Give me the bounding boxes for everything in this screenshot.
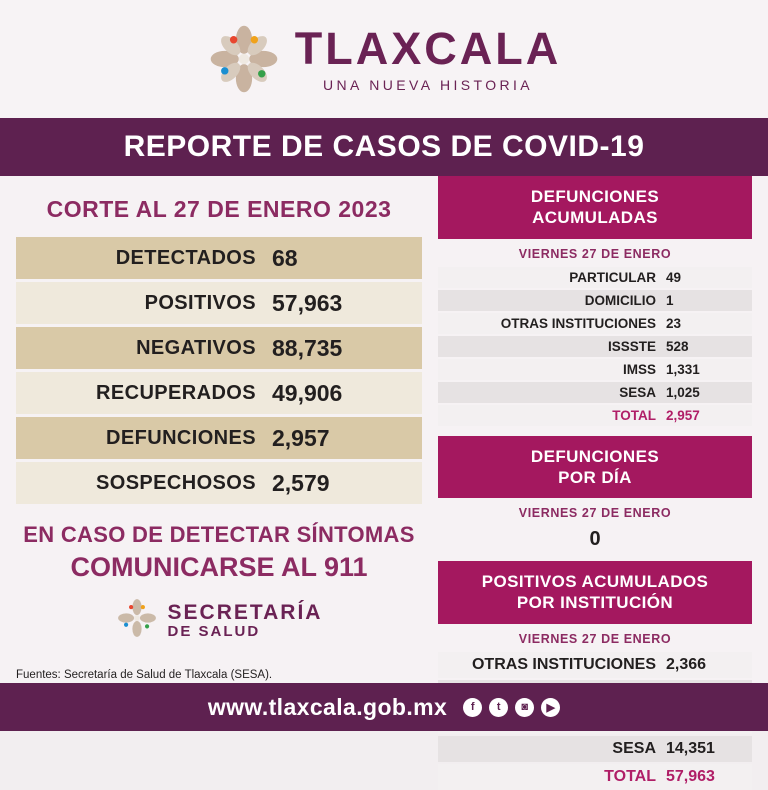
row-value: 49 (666, 269, 682, 285)
facebook-icon[interactable]: f (463, 698, 482, 717)
stat-row (16, 282, 422, 324)
stat-label: SOSPECHOSOS (96, 471, 256, 494)
twitter-icon[interactable]: t (489, 698, 508, 717)
stat-value: 49,906 (272, 379, 343, 406)
panel2-title-line2: POR DÍA (558, 467, 632, 487)
panel1-title-line1: DEFUNCIONES (530, 187, 660, 206)
page-title: REPORTE DE CASOS DE COVID-19 (123, 130, 645, 163)
panel2-value: 0 (589, 528, 601, 550)
stat-row (16, 462, 422, 504)
panel-defunciones-por-dia-header (438, 436, 752, 499)
right-column (438, 176, 768, 785)
row-label: SESA (612, 739, 656, 757)
row-label: OTRAS INSTITUCIONES (500, 315, 656, 331)
page-footer (0, 683, 768, 731)
table-row-total (438, 405, 752, 426)
secretaria-flower-icon (116, 597, 158, 644)
social-links (463, 698, 560, 717)
stat-value: 2,579 (272, 469, 330, 496)
stat-row (16, 327, 422, 369)
row-value: 1 (666, 292, 674, 308)
stat-value: 57,963 (272, 289, 343, 316)
row-value: 23 (666, 315, 682, 331)
table-row (438, 313, 752, 334)
stat-label: DETECTADOS (115, 246, 256, 269)
callout-line-2: COMUNICARSE AL 911 (70, 552, 368, 582)
panel1-title-line2: ACUMULADAS (532, 208, 658, 228)
panel-defunciones-acumuladas-header (438, 176, 752, 239)
panel3-date: VIERNES 27 DE ENERO (518, 631, 672, 646)
row-value: 1,331 (666, 361, 700, 377)
table-row (438, 736, 752, 762)
brand-block (294, 22, 562, 93)
row-value: 528 (666, 338, 689, 354)
emergency-callout (16, 522, 422, 583)
cutoff-date: CORTE AL 27 DE ENERO 2023 (46, 196, 392, 222)
secretaria-de-salud-logo (16, 597, 422, 644)
page-header (0, 0, 768, 118)
row-label: DOMICILIO (584, 292, 656, 308)
row-value: 2,366 (666, 655, 707, 673)
row-value: 57,963 (666, 767, 715, 785)
table-row (438, 336, 752, 357)
panel2-title-line1: DEFUNCIONES (530, 446, 660, 466)
stat-label: POSITIVOS (144, 291, 256, 314)
stat-label: DEFUNCIONES (106, 426, 256, 449)
stat-row (16, 237, 422, 279)
row-label: PARTICULAR (569, 269, 656, 285)
row-label: SESA (619, 384, 656, 400)
brand-subtitle: UNA NUEVA HISTORIA (322, 76, 534, 93)
instagram-icon[interactable]: ◙ (515, 698, 534, 717)
panel-positivos-por-institucion-header (438, 561, 752, 624)
table-row (438, 652, 752, 678)
table-row (438, 382, 752, 403)
panel2-date: VIERNES 27 DE ENERO (518, 506, 672, 520)
table-row-total (438, 764, 752, 790)
row-label: OTRAS INSTITUCIONES (471, 655, 656, 673)
stat-row (16, 417, 422, 459)
sources-line-1: Fuentes: Secretaría de Salud de Tlaxcala (SESA). (16, 669, 273, 681)
callout-line-1: EN CASO DE DETECTAR SÍNTOMAS (23, 522, 415, 547)
report-title-bar (0, 118, 768, 176)
table-row (438, 267, 752, 288)
row-value: 1,025 (666, 384, 700, 400)
secretaria-text (168, 602, 323, 640)
left-column (0, 176, 438, 663)
row-label: TOTAL (604, 767, 656, 785)
stat-value: 68 (272, 244, 298, 271)
website-url[interactable]: www.tlaxcala.gob.mx (207, 693, 448, 720)
stat-label: NEGATIVOS (136, 336, 256, 359)
row-value: 2,957 (666, 407, 700, 423)
stat-row (16, 372, 422, 414)
secretaria-line-1: SECRETARÍA (167, 600, 323, 624)
panel1-date: VIERNES 27 DE ENERO (518, 246, 672, 261)
tlaxcala-flower-logo-icon (207, 22, 281, 96)
youtube-icon[interactable]: ▶ (541, 698, 560, 717)
panel3-title-line2: POR INSTITUCIÓN (516, 593, 674, 613)
stat-label: RECUPERADOS (96, 381, 256, 404)
stat-value: 88,735 (272, 334, 343, 361)
table-row (438, 359, 752, 380)
secretaria-line-2: DE SALUD (167, 622, 261, 640)
row-label: TOTAL (612, 407, 656, 423)
row-value: 14,351 (666, 739, 715, 757)
brand-title: TLAXCALA (294, 22, 562, 74)
table-row (438, 290, 752, 311)
row-label: IMSS (622, 361, 656, 377)
row-label: ISSSTE (607, 338, 656, 354)
stat-value: 2,957 (272, 424, 330, 451)
panel3-title-line1: POSITIVOS ACUMULADOS (481, 572, 709, 591)
